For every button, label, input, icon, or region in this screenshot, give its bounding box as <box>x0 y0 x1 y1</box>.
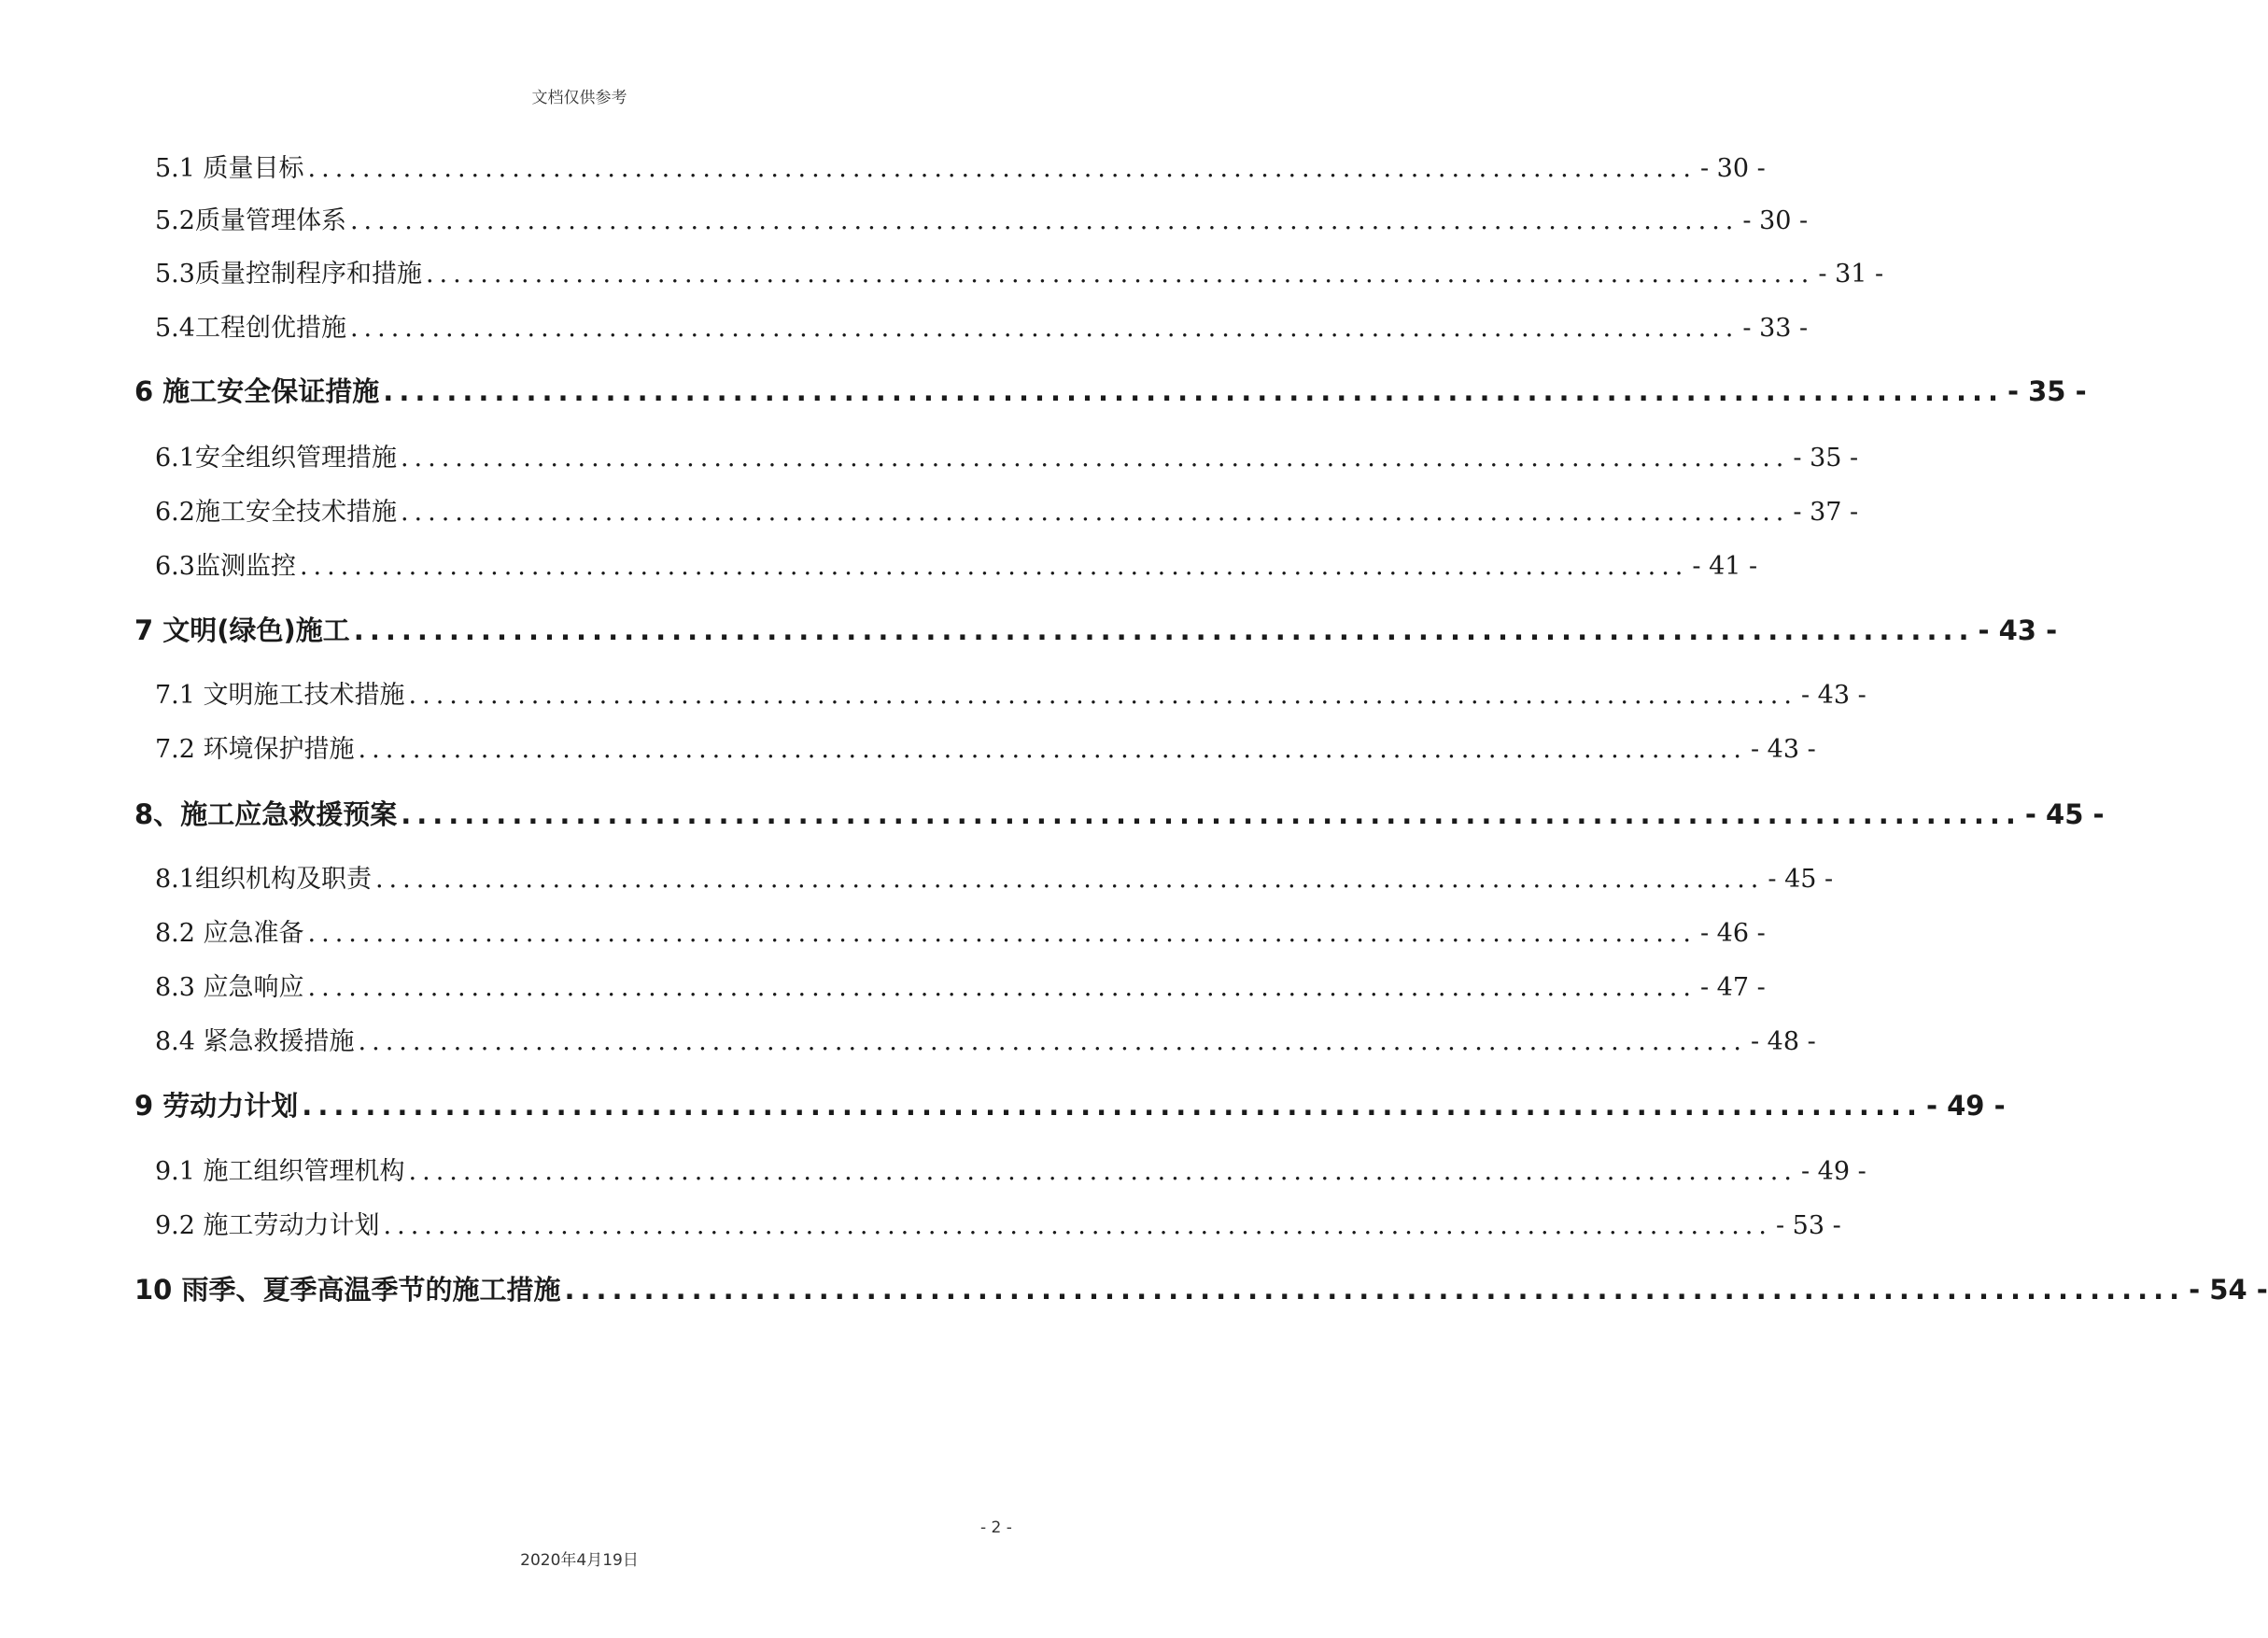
toc-entry-title: 文明(绿色)施工 <box>162 614 350 646</box>
toc-entry-title: 监测监控 <box>194 552 296 581</box>
toc-entry-title: 安全组织管理措施 <box>194 444 397 473</box>
toc-entry[interactable] <box>155 858 1834 895</box>
toc-entry-number: 9.1 <box>155 1157 204 1186</box>
toc-entry-number: 9.2 <box>155 1211 204 1240</box>
toc-entry-title: 质量控制程序和措施 <box>194 260 422 289</box>
toc-entry-number: 5.1 <box>155 154 204 183</box>
toc-dot-leader: ...................................................................................................... <box>383 1211 1772 1240</box>
toc-entry-page: - 49 - <box>1926 1090 2006 1122</box>
toc-dot-leader: ...................................................................................................... <box>401 798 2021 830</box>
toc-dot-leader: ...................................................................................................... <box>374 865 1765 894</box>
toc-entry[interactable] <box>155 437 1859 473</box>
toc-entry-page: - 53 - <box>1775 1211 1841 1240</box>
toc-dot-leader: ...................................................................................................... <box>400 498 1790 527</box>
toc-entry[interactable] <box>155 148 1766 184</box>
toc-chapter[interactable] <box>134 1085 2006 1123</box>
toc-entry-title: 应急响应 <box>203 973 304 1002</box>
toc-entry-page: - 54 - <box>2189 1274 2268 1306</box>
toc-dot-leader: ...................................................................................................... <box>400 444 1790 473</box>
toc-dot-leader: ...................................................................................................... <box>307 973 1697 1002</box>
toc-dot-leader: ...................................................................................................... <box>358 1027 1747 1056</box>
toc-entry-number: 5.3 <box>155 260 195 289</box>
toc-dot-leader: ...................................................................................................... <box>302 1090 1923 1122</box>
toc-dot-leader: ...................................................................................................... <box>307 154 1697 183</box>
toc-dot-leader: ...................................................................................................... <box>383 375 2004 407</box>
toc-entry-number: 7 <box>134 614 163 646</box>
toc-entry-title: 施工劳动力计划 <box>203 1211 380 1240</box>
toc-entry-number: 8.4 <box>155 1027 204 1056</box>
toc-entry-number: 8.2 <box>155 919 204 948</box>
toc-dot-leader: ...................................................................................................... <box>425 260 1815 289</box>
toc-dot-leader: ...................................................................................................... <box>358 735 1747 764</box>
toc-dot-leader: ...................................................................................................... <box>349 314 1740 343</box>
toc-entry[interactable] <box>155 200 1809 236</box>
toc-entry-title: 雨季、夏季高温季节的施工措施 <box>181 1274 561 1306</box>
toc-entry-page: - 31 - <box>1818 260 1884 289</box>
page-header: 文档仅供参考 <box>531 89 627 107</box>
toc-entry-page: - 33 - <box>1742 314 1809 343</box>
toc-entry[interactable] <box>155 307 1809 344</box>
toc-entry-page: - 35 - <box>1793 444 1859 473</box>
toc-entry-title: 工程创优措施 <box>194 314 346 343</box>
toc-entry-page: - 49 - <box>1800 1157 1867 1186</box>
toc-entry-page: - 48 - <box>1750 1027 1816 1056</box>
toc-chapter[interactable] <box>134 794 2105 832</box>
toc-entry[interactable] <box>155 1205 1841 1241</box>
toc-entry-title: 质量管理体系 <box>194 206 346 235</box>
toc-entry-number: 5.4 <box>155 314 195 343</box>
toc-entry-number: 8、 <box>134 798 181 830</box>
toc-entry-page: - 46 - <box>1699 919 1766 948</box>
toc-entry-title: 应急准备 <box>203 919 304 948</box>
toc-entry[interactable] <box>155 491 1859 528</box>
toc-entry-page: - 45 - <box>2024 798 2105 830</box>
toc-entry-title: 施工安全保证措施 <box>162 375 380 407</box>
toc-entry-number: 7.1 <box>155 681 204 710</box>
toc-entry[interactable] <box>155 545 1758 582</box>
toc-entry-number: 10 <box>134 1274 182 1306</box>
toc-entry-page: - 35 - <box>2007 375 2087 407</box>
toc-entry-page: - 43 - <box>1800 681 1867 710</box>
toc-dot-leader: ...................................................................................................... <box>353 614 1975 646</box>
toc-entry-number: 6.3 <box>155 552 195 581</box>
toc-entry-page: - 47 - <box>1699 973 1766 1002</box>
toc-dot-leader: ...................................................................................................... <box>564 1274 2186 1306</box>
toc-entry-title: 施工安全技术措施 <box>194 498 397 527</box>
toc-entry-page: - 43 - <box>1978 614 2058 646</box>
toc-entry-title: 文明施工技术措施 <box>203 681 405 710</box>
toc-entry-number: 6 <box>134 375 163 407</box>
page-number: - 2 - <box>980 1518 1012 1537</box>
toc-dot-leader: ...................................................................................................... <box>408 1157 1797 1186</box>
toc-entry-page: - 30 - <box>1742 206 1809 235</box>
toc-entry-page: - 37 - <box>1793 498 1859 527</box>
toc-entry[interactable] <box>155 1021 1816 1057</box>
toc-entry-page: - 30 - <box>1699 154 1766 183</box>
toc-entry[interactable] <box>155 912 1766 949</box>
toc-dot-leader: ...................................................................................................... <box>408 681 1797 710</box>
toc-entry-number: 5.2 <box>155 206 195 235</box>
toc-entry-title: 劳动力计划 <box>162 1090 299 1122</box>
toc-entry-title: 紧急救援措施 <box>203 1027 355 1056</box>
page-date: 2020年4月19日 <box>520 1551 639 1570</box>
toc-entry-number: 6.1 <box>155 444 195 473</box>
toc-dot-leader: ...................................................................................................... <box>307 919 1697 948</box>
toc-entry[interactable] <box>155 674 1867 711</box>
toc-chapter[interactable] <box>134 610 2058 648</box>
toc-entry[interactable] <box>155 253 1884 289</box>
toc-dot-leader: ...................................................................................................... <box>349 206 1740 235</box>
toc-entry-title: 施工应急救援预案 <box>180 798 398 830</box>
toc-entry[interactable] <box>155 967 1766 1003</box>
toc-entry-number: 8.1 <box>155 865 195 894</box>
toc-entry-page: - 45 - <box>1768 865 1834 894</box>
toc-entry[interactable] <box>155 1151 1867 1187</box>
toc-entry-number: 7.2 <box>155 735 204 764</box>
toc-chapter[interactable] <box>134 371 2087 409</box>
toc-entry-title: 质量目标 <box>203 154 304 183</box>
toc-entry-title: 环境保护措施 <box>203 735 355 764</box>
toc-dot-leader: ...................................................................................................... <box>299 552 1689 581</box>
toc-entry[interactable] <box>155 728 1816 765</box>
toc-chapter[interactable] <box>134 1269 2268 1307</box>
toc-entry-number: 8.3 <box>155 973 204 1002</box>
toc-entry-page: - 43 - <box>1750 735 1816 764</box>
toc-entry-title: 施工组织管理机构 <box>203 1157 405 1186</box>
toc-entry-number: 6.2 <box>155 498 195 527</box>
toc-entry-number: 9 <box>134 1090 163 1122</box>
toc-entry-page: - 41 - <box>1692 552 1758 581</box>
toc-entry-title: 组织机构及职责 <box>194 865 372 894</box>
